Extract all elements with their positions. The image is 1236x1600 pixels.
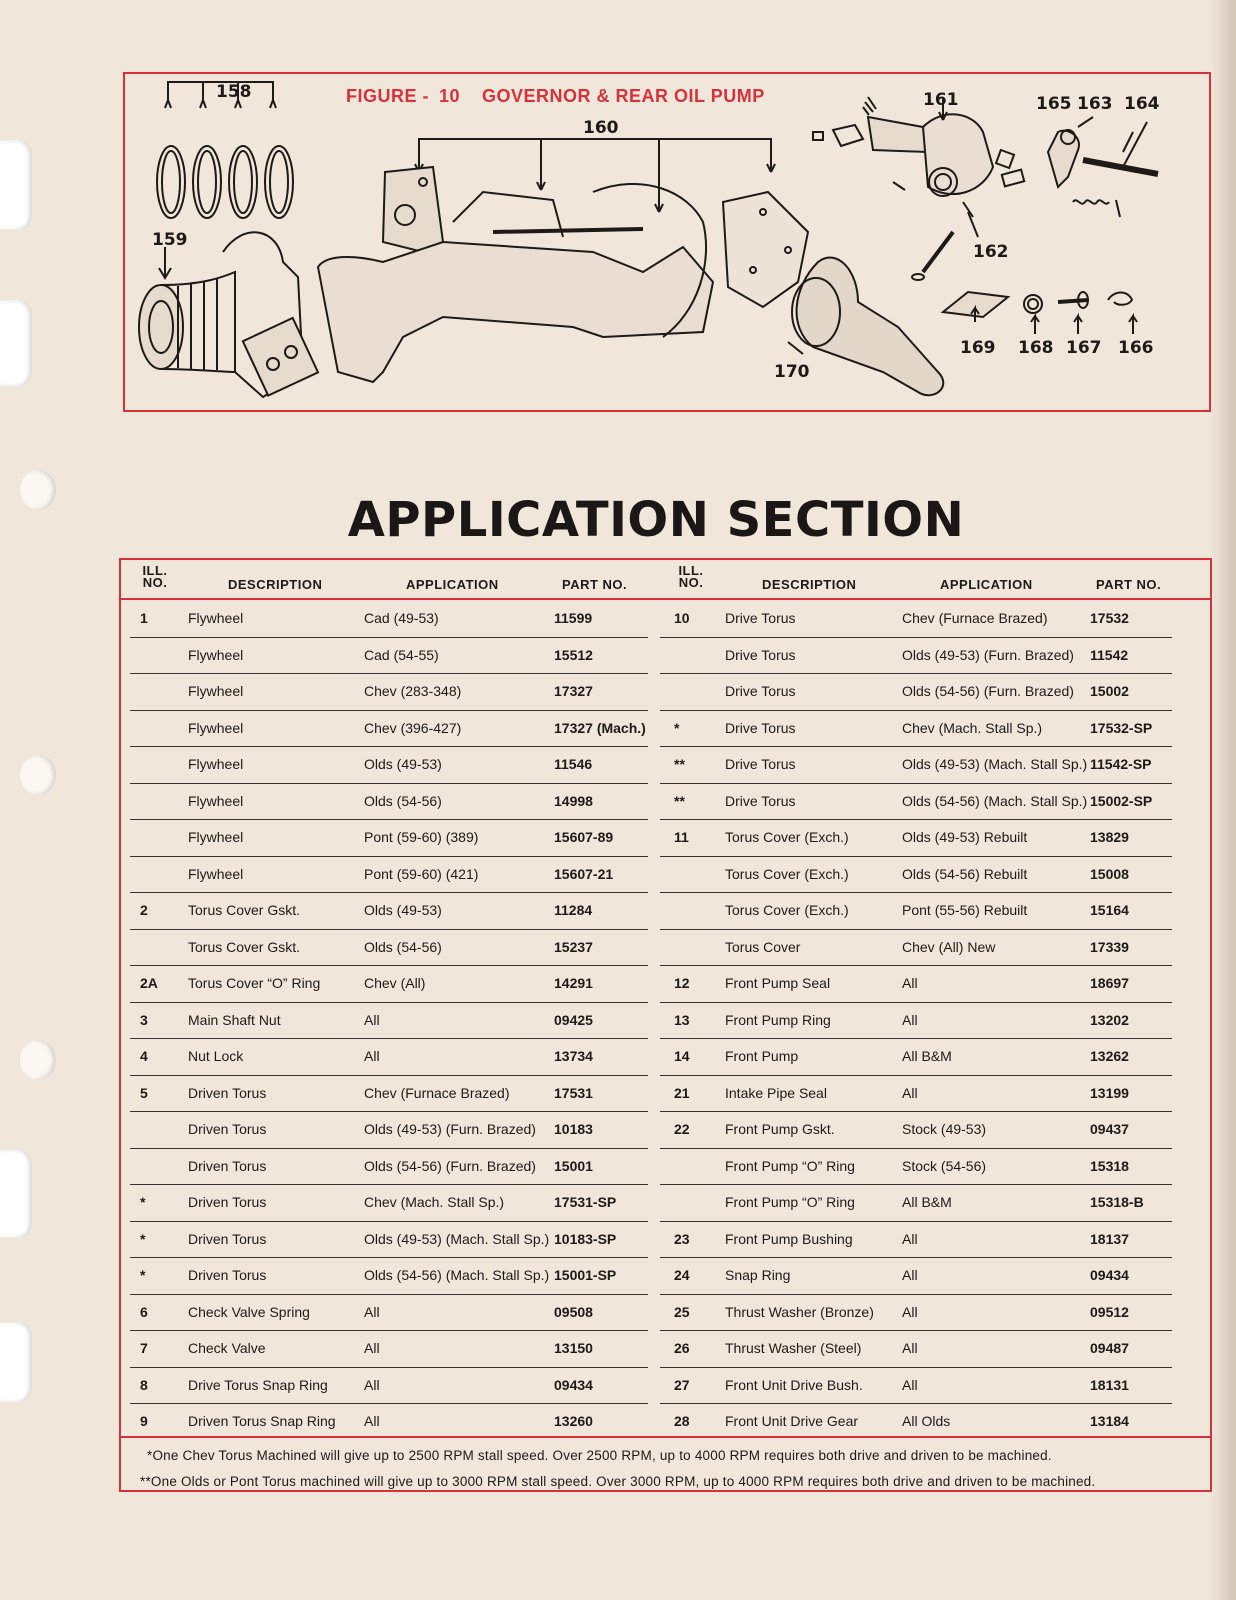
- part-no-cell: 15002-SP: [1090, 792, 1153, 809]
- part-no-cell: 10183: [554, 1121, 593, 1137]
- table-row: [0, 637, 1236, 673]
- part-no-cell: 13260: [554, 1413, 593, 1429]
- application-cell: Stock (54-56): [902, 1157, 987, 1174]
- footnote-chev: *One Chev Torus Machined will give up to 2500 RPM stall speed. Over 2500 RPM, up to 4000 RPM requires both drive and driven to be machined.: [147, 1448, 1052, 1463]
- ill-no-cell: 5: [140, 1084, 148, 1101]
- table-row: [0, 1184, 1236, 1220]
- application-cell: Olds (49-53) (Furn. Brazed): [364, 1121, 536, 1137]
- callout-166: 166: [1118, 338, 1154, 358]
- part-no-cell: 18131: [1090, 1376, 1129, 1393]
- ill-no-cell: *: [140, 1194, 146, 1210]
- description-cell: Check Valve: [188, 1340, 266, 1356]
- header-description-left: DESCRIPTION: [228, 577, 323, 592]
- part-no-cell: 09508: [554, 1303, 593, 1320]
- part-no-cell: 15318: [1090, 1157, 1129, 1174]
- application-cell: All: [902, 1376, 918, 1393]
- description-cell: Check Valve Spring: [188, 1303, 310, 1320]
- application-cell: Olds (49-53) Rebuilt: [902, 829, 1028, 845]
- table-row: [0, 1367, 1236, 1403]
- table-row: [0, 1002, 1236, 1038]
- header-part-no-left: PART NO.: [562, 577, 628, 592]
- ill-no-cell: 6: [140, 1303, 148, 1320]
- ill-no-cell: 1: [140, 610, 148, 626]
- part-no-cell: 17339: [1090, 938, 1129, 955]
- ill-no-cell: 12: [674, 975, 690, 991]
- table-row: [0, 746, 1236, 782]
- description-cell: Drive Torus: [725, 756, 796, 772]
- figure-title-text: GOVERNOR & REAR OIL PUMP: [482, 86, 765, 106]
- application-cell: Olds (49-53) (Mach. Stall Sp.): [902, 756, 1088, 772]
- description-cell: Front Pump Ring: [725, 1011, 831, 1028]
- table-row: [0, 710, 1236, 746]
- part-no-cell: 15512: [554, 646, 593, 663]
- part-no-cell: 09425: [554, 1011, 593, 1028]
- part-no-cell: 13199: [1090, 1084, 1129, 1101]
- binder-tab-hole: [0, 300, 32, 386]
- ill-no-cell: 21: [674, 1084, 690, 1101]
- callout-165: 165: [1036, 94, 1072, 114]
- part-no-cell: 17327: [554, 683, 593, 699]
- description-cell: Intake Pipe Seal: [725, 1084, 827, 1101]
- part-no-cell: 18137: [1090, 1230, 1129, 1247]
- description-cell: Driven Torus: [188, 1230, 267, 1247]
- part-no-cell: 18697: [1090, 975, 1129, 991]
- part-no-cell: 11542: [1090, 646, 1129, 663]
- ill-no-cell: 9: [140, 1413, 148, 1429]
- part-no-cell: 09434: [554, 1376, 593, 1393]
- ill-no-cell: 2: [140, 902, 148, 918]
- description-cell: Flywheel: [188, 865, 244, 882]
- application-cell: Olds (54-56) (Mach. Stall Sp.): [902, 792, 1088, 809]
- ill-no-cell: *: [140, 1267, 146, 1283]
- table-row: [0, 1111, 1236, 1147]
- description-cell: Flywheel: [188, 610, 244, 626]
- callout-169: 169: [960, 338, 996, 358]
- callout-162: 162: [973, 242, 1009, 262]
- application-cell: Olds (54-56) (Furn. Brazed): [364, 1157, 536, 1174]
- callout-168: 168: [1018, 338, 1054, 358]
- application-cell: Cad (54-55): [364, 646, 439, 663]
- ill-no-cell: 26: [674, 1340, 690, 1356]
- part-no-cell: 13262: [1090, 1048, 1129, 1064]
- ill-no-cell: *: [140, 1230, 146, 1247]
- application-cell: All Olds: [902, 1413, 951, 1429]
- part-no-cell: 10183-SP: [554, 1230, 617, 1247]
- application-cell: All: [364, 1048, 380, 1064]
- table-row: [0, 1038, 1236, 1074]
- application-cell: Olds (54-56): [364, 792, 442, 809]
- application-cell: Pont (59-60) (389): [364, 829, 479, 845]
- application-cell: Olds (54-56) (Mach. Stall Sp.): [364, 1267, 550, 1283]
- callout-167: 167: [1066, 338, 1102, 358]
- description-cell: Flywheel: [188, 646, 244, 663]
- ill-no-cell: 13: [674, 1011, 690, 1028]
- application-cell: Olds (49-53): [364, 756, 442, 772]
- ill-no-cell: 2A: [140, 975, 158, 991]
- part-no-cell: 15001-SP: [554, 1267, 617, 1283]
- description-cell: Drive Torus Snap Ring: [188, 1376, 328, 1393]
- application-cell: All: [902, 1303, 918, 1320]
- part-no-cell: 13184: [1090, 1413, 1129, 1429]
- description-cell: Front Unit Drive Gear: [725, 1413, 859, 1429]
- table-row: [0, 929, 1236, 965]
- description-cell: Driven Torus: [188, 1121, 267, 1137]
- part-no-cell: 09437: [1090, 1121, 1129, 1137]
- part-no-cell: 09487: [1090, 1340, 1129, 1356]
- table-row: [0, 819, 1236, 855]
- callout-163: 163: [1077, 94, 1113, 114]
- governor-rear-oil-pump-illustration: [123, 72, 1211, 412]
- description-cell: Thrust Washer (Bronze): [725, 1303, 874, 1320]
- part-no-cell: 15318-B: [1090, 1194, 1144, 1210]
- description-cell: Front Unit Drive Bush.: [725, 1376, 863, 1393]
- description-cell: Flywheel: [188, 756, 244, 772]
- description-cell: Driven Torus Snap Ring: [188, 1413, 336, 1429]
- description-cell: Snap Ring: [725, 1267, 791, 1283]
- application-cell: All B&M: [902, 1194, 952, 1210]
- application-cell: Pont (55-56) Rebuilt: [902, 902, 1028, 918]
- table-row: [0, 965, 1236, 1001]
- header-application-left: APPLICATION: [406, 577, 499, 592]
- application-cell: All: [902, 1011, 918, 1028]
- part-no-cell: 17531-SP: [554, 1194, 617, 1210]
- application-cell: All: [364, 1413, 380, 1429]
- ill-no-cell: 10: [674, 610, 690, 626]
- table-row: [0, 1221, 1236, 1257]
- rear-pump-160: [318, 139, 943, 395]
- part-no-cell: 13150: [554, 1340, 593, 1356]
- part-no-cell: 13829: [1090, 829, 1129, 845]
- description-cell: Drive Torus: [725, 683, 796, 699]
- description-cell: Front Pump: [725, 1048, 799, 1064]
- ill-no-cell: 22: [674, 1121, 690, 1137]
- description-cell: Main Shaft Nut: [188, 1011, 281, 1028]
- part-no-cell: 15001: [554, 1157, 593, 1174]
- callout-161: 161: [923, 90, 959, 110]
- application-cell: All B&M: [902, 1048, 952, 1064]
- callout-158: 158: [216, 82, 252, 102]
- table-row: [0, 1148, 1236, 1184]
- application-cell: Olds (54-56) (Furn. Brazed): [902, 683, 1074, 699]
- table-row: [0, 856, 1236, 892]
- description-cell: Driven Torus: [188, 1194, 267, 1210]
- figure-number: 10: [439, 86, 461, 106]
- application-cell: All: [902, 1267, 918, 1283]
- description-cell: Thrust Washer (Steel): [725, 1340, 862, 1356]
- description-cell: Front Pump Seal: [725, 975, 831, 991]
- description-cell: Torus Cover (Exch.): [725, 829, 849, 845]
- application-cell: Chev (396-427): [364, 719, 462, 736]
- part-no-cell: 15607-89: [554, 829, 614, 845]
- header-application-right: APPLICATION: [940, 577, 1033, 592]
- part-no-cell: 15008: [1090, 865, 1129, 882]
- part-no-cell: 13202: [1090, 1011, 1129, 1028]
- application-cell: All: [364, 1340, 380, 1356]
- application-cell: Chev (Mach. Stall Sp.): [902, 719, 1043, 736]
- application-cell: Pont (59-60) (421): [364, 865, 479, 882]
- application-cell: Olds (49-53) (Furn. Brazed): [902, 646, 1074, 663]
- header-ill-no-right: ILL. NO.: [678, 563, 704, 590]
- header-ill-no-left: ILL. NO.: [142, 563, 168, 590]
- description-cell: Flywheel: [188, 719, 244, 736]
- application-cell: All: [364, 1011, 380, 1028]
- application-cell: Chev (283-348): [364, 683, 462, 699]
- callout-164: 164: [1124, 94, 1160, 114]
- application-cell: All: [902, 975, 918, 991]
- part-no-cell: 09434: [1090, 1267, 1129, 1283]
- application-cell: All: [902, 1230, 918, 1247]
- application-cell: Chev (Furnace Brazed): [364, 1084, 510, 1101]
- description-cell: Torus Cover Gskt.: [188, 938, 301, 955]
- part-no-cell: 11542-SP: [1090, 756, 1152, 772]
- table-row: [0, 1075, 1236, 1111]
- callout-159: 159: [152, 230, 188, 250]
- description-cell: Drive Torus: [725, 646, 796, 663]
- part-no-cell: 15237: [554, 938, 593, 955]
- ill-no-cell: 11: [674, 829, 689, 845]
- description-cell: Front Pump “O” Ring: [725, 1194, 855, 1210]
- description-cell: Drive Torus: [725, 719, 796, 736]
- application-cell: Cad (49-53): [364, 610, 439, 626]
- ill-no-cell: 3: [140, 1011, 148, 1028]
- application-cell: All: [364, 1303, 380, 1320]
- application-cell: Chev (All) New: [902, 938, 996, 955]
- description-cell: Front Pump Gskt.: [725, 1121, 835, 1137]
- description-cell: Flywheel: [188, 829, 244, 845]
- description-cell: Flywheel: [188, 683, 244, 699]
- valve-parts-161-168: [813, 97, 1158, 334]
- description-cell: Torus Cover Gskt.: [188, 902, 301, 918]
- section-title: APPLICATION SECTION: [347, 492, 965, 548]
- description-cell: Driven Torus: [188, 1267, 267, 1283]
- table-row: [0, 892, 1236, 928]
- part-no-cell: 11599: [554, 610, 593, 626]
- part-no-cell: 15002: [1090, 683, 1129, 699]
- application-cell: Chev (Mach. Stall Sp.): [364, 1194, 505, 1210]
- description-cell: Drive Torus: [725, 610, 796, 626]
- part-no-cell: 15164: [1090, 902, 1129, 918]
- application-cell: Olds (49-53) (Mach. Stall Sp.): [364, 1230, 550, 1247]
- figure-title-prefix: FIGURE -: [346, 86, 429, 106]
- part-no-cell: 11546: [554, 756, 593, 772]
- footnote-olds-pont: **One Olds or Pont Torus machined will give up to 3000 RPM stall speed. Over 3000 RPM, up to 4000 RPM requires both drive and driven to be machined.: [140, 1474, 1096, 1489]
- ill-no-cell: 25: [674, 1303, 690, 1320]
- ill-no-cell: 4: [140, 1048, 148, 1064]
- callout-160: 160: [583, 118, 619, 138]
- header-description-right: DESCRIPTION: [762, 577, 857, 592]
- application-cell: All: [364, 1376, 380, 1393]
- ill-no-cell: *: [674, 719, 680, 736]
- table-row: [0, 673, 1236, 709]
- application-cell: Olds (49-53): [364, 902, 442, 918]
- ill-no-cell: **: [674, 792, 685, 809]
- table-row: [0, 1257, 1236, 1293]
- part-no-cell: 11284: [554, 902, 593, 918]
- header-part-no-right: PART NO.: [1096, 577, 1162, 592]
- description-cell: Driven Torus: [188, 1157, 267, 1174]
- part-no-cell: 14291: [554, 975, 593, 991]
- part-no-cell: 17327 (Mach.): [554, 719, 646, 736]
- application-cell: All: [902, 1084, 918, 1101]
- table-row: [0, 1330, 1236, 1366]
- description-cell: Front Pump “O” Ring: [725, 1157, 855, 1174]
- application-cell: Olds (54-56) Rebuilt: [902, 865, 1028, 882]
- ill-no-cell: 28: [674, 1413, 690, 1429]
- application-cell: All: [902, 1340, 918, 1356]
- ill-no-cell: **: [674, 756, 685, 772]
- callout-170: 170: [774, 362, 810, 382]
- ill-no-cell: 27: [674, 1376, 690, 1393]
- table-row: [0, 783, 1236, 819]
- part-no-cell: 14998: [554, 792, 593, 809]
- description-cell: Torus Cover (Exch.): [725, 865, 849, 882]
- description-cell: Drive Torus: [725, 792, 796, 809]
- description-cell: Nut Lock: [188, 1048, 244, 1064]
- ill-no-cell: 8: [140, 1376, 148, 1393]
- part-no-cell: 17532-SP: [1090, 719, 1153, 736]
- table-row: [0, 600, 1236, 636]
- description-cell: Driven Torus: [188, 1084, 267, 1101]
- application-cell: Chev (Furnace Brazed): [902, 610, 1048, 626]
- part-no-cell: 15607-21: [554, 865, 614, 882]
- governor-159: [139, 232, 318, 397]
- description-cell: Front Pump Bushing: [725, 1230, 853, 1247]
- ill-no-cell: 23: [674, 1230, 690, 1247]
- part-no-cell: 17532: [1090, 610, 1129, 626]
- table-row: [0, 1294, 1236, 1330]
- ill-no-cell: 7: [140, 1340, 148, 1356]
- ring-158-group: [157, 82, 293, 218]
- part-no-cell: 17531: [554, 1084, 593, 1101]
- description-cell: Torus Cover (Exch.): [725, 902, 849, 918]
- description-cell: Torus Cover: [725, 938, 801, 955]
- binder-tab-hole: [0, 140, 32, 230]
- part-no-cell: 09512: [1090, 1303, 1129, 1320]
- application-cell: Chev (All): [364, 975, 426, 991]
- application-cell: Olds (54-56): [364, 938, 442, 955]
- ill-no-cell: 24: [674, 1267, 690, 1283]
- description-cell: Torus Cover “O” Ring: [188, 975, 321, 991]
- part-no-cell: 13734: [554, 1048, 593, 1064]
- table-row: [0, 1403, 1236, 1439]
- ill-no-cell: 14: [674, 1048, 690, 1064]
- description-cell: Flywheel: [188, 792, 244, 809]
- application-cell: Stock (49-53): [902, 1121, 987, 1137]
